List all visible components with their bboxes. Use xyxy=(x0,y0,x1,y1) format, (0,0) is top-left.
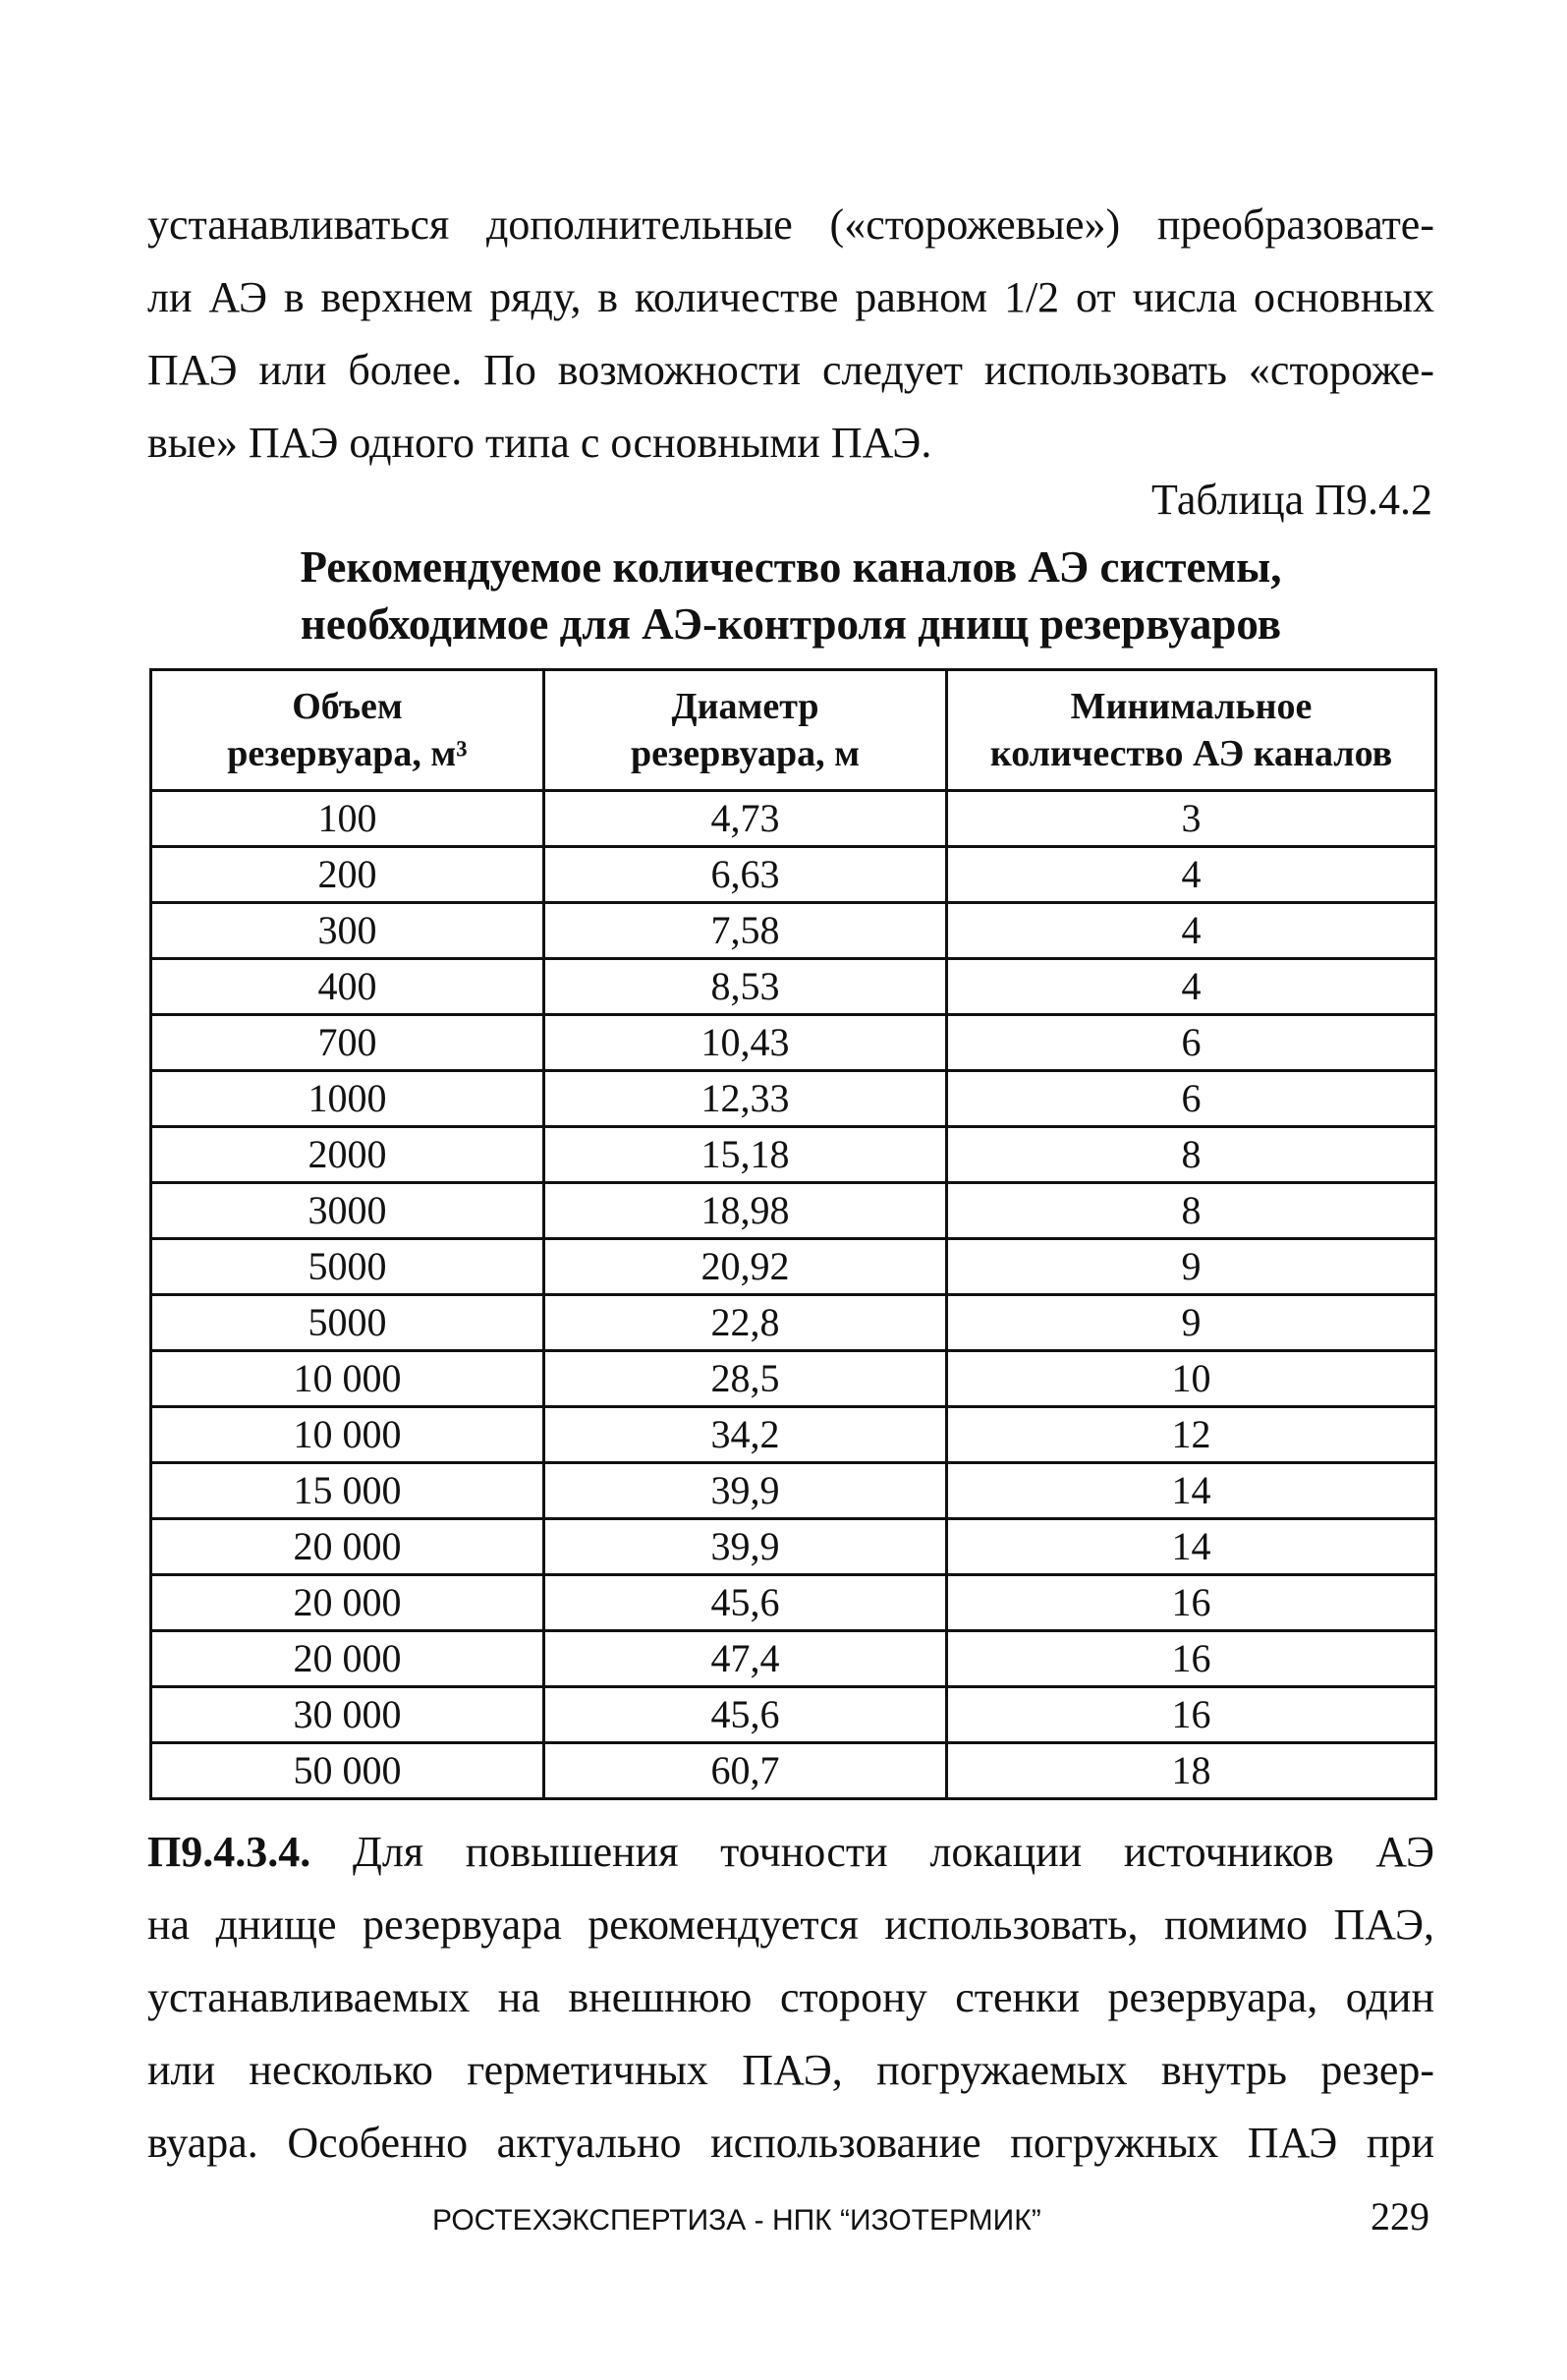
column-header-line: резервуара, м³ xyxy=(227,733,468,774)
column-header-line: Минимальное xyxy=(1070,686,1313,727)
table-header-row xyxy=(151,670,1436,791)
table-row xyxy=(151,1295,1436,1351)
cell-diameter: 15,18 xyxy=(544,1127,947,1183)
intro-line: ПАЭ или более. По возможности следует использовать «стороже- xyxy=(147,346,1434,394)
table-title-line: необходимое для АЭ-контроля днищ резервуаров xyxy=(300,599,1282,649)
cell-volume: 10 000 xyxy=(151,1407,544,1463)
cell-channels: 12 xyxy=(947,1407,1436,1463)
cell-diameter: 4,73 xyxy=(544,791,947,847)
cell-diameter: 39,9 xyxy=(544,1519,947,1575)
section-line: вуара. Особенно актуально использование погружных ПАЭ при xyxy=(147,2119,1434,2167)
cell-volume: 200 xyxy=(151,847,544,903)
section-line: на днище резервуара рекомендуется использовать, помимо ПАЭ, xyxy=(147,1900,1434,1949)
table-body xyxy=(151,791,1436,1799)
cell-diameter: 18,98 xyxy=(544,1183,947,1239)
cell-channels: 16 xyxy=(947,1687,1436,1743)
tank-channels-table xyxy=(149,668,1437,1800)
column-header-diameter xyxy=(544,670,947,791)
cell-diameter: 45,6 xyxy=(544,1575,947,1631)
column-header-line: Объем xyxy=(292,686,403,727)
cell-volume: 3000 xyxy=(151,1183,544,1239)
cell-volume: 400 xyxy=(151,959,544,1015)
section-paragraph xyxy=(147,1816,1434,2180)
cell-volume: 300 xyxy=(151,903,544,959)
table-title xyxy=(147,538,1434,652)
table-row xyxy=(151,1183,1436,1239)
cell-channels: 16 xyxy=(947,1631,1436,1687)
cell-channels: 4 xyxy=(947,903,1436,959)
section-line: устанавливаемых на внешнюю сторону стенки резервуара, один xyxy=(147,1973,1434,2021)
column-header-volume xyxy=(151,670,544,791)
cell-volume: 20 000 xyxy=(151,1575,544,1631)
cell-diameter: 60,7 xyxy=(544,1743,947,1799)
table-row xyxy=(151,1687,1436,1743)
cell-channels: 14 xyxy=(947,1463,1436,1519)
cell-channels: 4 xyxy=(947,959,1436,1015)
table-row xyxy=(151,1519,1436,1575)
cell-diameter: 34,2 xyxy=(544,1407,947,1463)
section-first-line-text: Для повышения точности локации источников АЭ xyxy=(352,1828,1435,1876)
cell-channels: 14 xyxy=(947,1519,1436,1575)
cell-volume: 5000 xyxy=(151,1239,544,1295)
cell-channels: 3 xyxy=(947,791,1436,847)
cell-channels: 18 xyxy=(947,1743,1436,1799)
intro-line: вые» ПАЭ одного типа с основными ПАЭ. xyxy=(147,419,932,467)
cell-diameter: 47,4 xyxy=(544,1631,947,1687)
cell-diameter: 6,63 xyxy=(544,847,947,903)
cell-diameter: 20,92 xyxy=(544,1239,947,1295)
cell-volume: 100 xyxy=(151,791,544,847)
cell-volume: 15 000 xyxy=(151,1463,544,1519)
section-number: П9.4.3.4. xyxy=(147,1828,311,1876)
column-header-channels xyxy=(947,670,1436,791)
page-number: 229 xyxy=(1371,2194,1429,2238)
table-row xyxy=(151,1239,1436,1295)
table-row xyxy=(151,847,1436,903)
cell-channels: 8 xyxy=(947,1183,1436,1239)
table-label: Таблица П9.4.2 xyxy=(1151,476,1432,524)
cell-channels: 8 xyxy=(947,1127,1436,1183)
cell-volume: 30 000 xyxy=(151,1687,544,1743)
cell-diameter: 10,43 xyxy=(544,1015,947,1071)
table-row xyxy=(151,1407,1436,1463)
cell-volume: 5000 xyxy=(151,1295,544,1351)
cell-channels: 16 xyxy=(947,1575,1436,1631)
table-title-line: Рекомендуемое количество каналов АЭ системы, xyxy=(300,542,1282,592)
cell-diameter: 8,53 xyxy=(544,959,947,1015)
table-row xyxy=(151,1351,1436,1407)
table-row xyxy=(151,1743,1436,1799)
table-row xyxy=(151,903,1436,959)
cell-channels: 6 xyxy=(947,1071,1436,1127)
section-first-line xyxy=(147,1816,1434,1889)
table-row xyxy=(151,1631,1436,1687)
cell-volume: 700 xyxy=(151,1015,544,1071)
table-row xyxy=(151,959,1436,1015)
cell-diameter: 45,6 xyxy=(544,1687,947,1743)
cell-channels: 4 xyxy=(947,847,1436,903)
cell-volume: 1000 xyxy=(151,1071,544,1127)
cell-diameter: 12,33 xyxy=(544,1071,947,1127)
cell-volume: 20 000 xyxy=(151,1631,544,1687)
cell-channels: 6 xyxy=(947,1015,1436,1071)
cell-diameter: 28,5 xyxy=(544,1351,947,1407)
cell-channels: 10 xyxy=(947,1351,1436,1407)
table-row xyxy=(151,1015,1436,1071)
intro-line: устанавливаться дополнительные («сторожевые») преобразовате- xyxy=(147,200,1434,249)
column-header-line: Диаметр xyxy=(671,686,819,727)
cell-volume: 20 000 xyxy=(151,1519,544,1575)
table-row xyxy=(151,1127,1436,1183)
cell-volume: 2000 xyxy=(151,1127,544,1183)
cell-diameter: 7,58 xyxy=(544,903,947,959)
section-line: или несколько герметичных ПАЭ, погружаемых внутрь резер- xyxy=(147,2046,1434,2094)
cell-channels: 9 xyxy=(947,1295,1436,1351)
column-header-line: количество АЭ каналов xyxy=(989,733,1393,774)
table-row xyxy=(151,1071,1436,1127)
cell-volume: 50 000 xyxy=(151,1743,544,1799)
table-row xyxy=(151,1463,1436,1519)
cell-channels: 9 xyxy=(947,1239,1436,1295)
intro-paragraph xyxy=(147,189,1434,480)
table-row xyxy=(151,1575,1436,1631)
cell-volume: 10 000 xyxy=(151,1351,544,1407)
cell-diameter: 22,8 xyxy=(544,1295,947,1351)
cell-diameter: 39,9 xyxy=(544,1463,947,1519)
footer-publisher: РОСТЕХЭКСПЕРТИЗА - НПК “ИЗОТЕРМИК” xyxy=(432,2204,1041,2237)
table-row xyxy=(151,791,1436,847)
intro-line: ли АЭ в верхнем ряду, в количестве равном 1/2 от числа основных xyxy=(147,273,1434,321)
column-header-line: резервуара, м xyxy=(630,733,860,774)
